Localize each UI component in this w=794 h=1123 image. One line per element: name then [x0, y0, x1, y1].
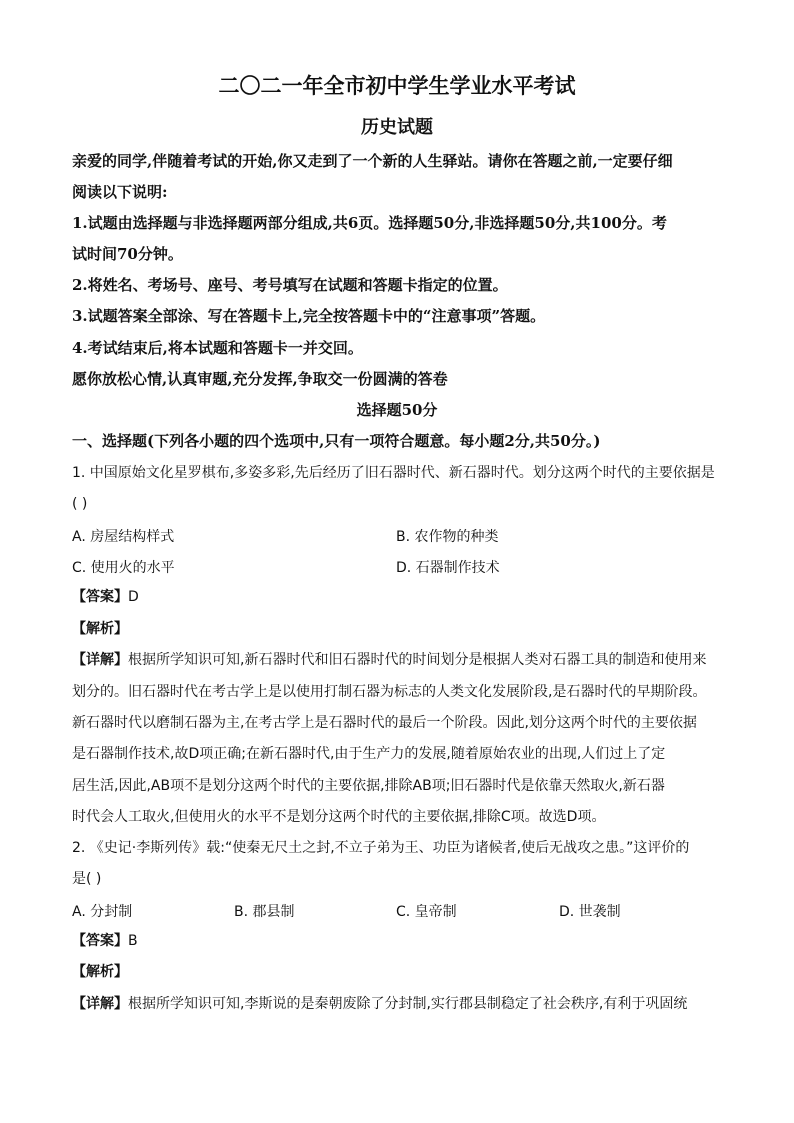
q2-answer	[72, 932, 734, 950]
q1-option-b: B. 农作物的种类	[396, 529, 499, 545]
q1-detail-line-2: 划分的。旧石器时代在考古学上是以使用打制石器为标志的人类文化发展阶段,是石器时代的早期阶段。	[72, 684, 707, 700]
intro-line-2: 阅读以下说明:	[72, 183, 168, 201]
intro-line-8: 愿你放松心情,认真审题,充分发挥,争取交一份圆满的答卷	[72, 370, 448, 388]
analysis-tag: 【解析】	[72, 964, 128, 980]
q1-option-c: C. 使用火的水平	[72, 560, 175, 576]
detail-tag: 【详解】	[72, 996, 128, 1012]
q1-stem-line-2: ( )	[72, 496, 88, 512]
answer-tag: 【答案】	[72, 933, 128, 949]
intro-line-3: 1.试题由选择题与非选择题两部分组成,共6页。选择题50分,非选择题50分,共100分。考	[72, 214, 667, 232]
exam-subtitle: 历史试题	[361, 117, 433, 138]
q2-option-b: B. 郡县制	[234, 904, 295, 920]
q2-option-a: A. 分封制	[72, 904, 133, 920]
intro-line-7: 4.考试结束后,将本试题和答题卡一并交回。	[72, 339, 363, 357]
answer-value: D	[128, 589, 139, 605]
q1-detail-line-5: 居生活,因此,AB项不是划分这两个时代的主要依据,排除AB项;旧石器时代是依靠天然取火,新石器	[72, 778, 665, 794]
section-heading: 选择题50分	[356, 401, 438, 419]
q1-detail-line-3: 新石器时代以磨制石器为主,在考古学上是石器时代的最后一个阶段。因此,划分这两个时代的主要依据	[72, 715, 697, 731]
q1-detail-line-1	[72, 651, 734, 669]
q1-detail-line-6: 时代会人工取火,但使用火的水平不是划分这两个时代的主要依据,排除C项。故选D项。	[72, 809, 606, 825]
q1-option-d: D. 石器制作技术	[396, 560, 500, 576]
q2-detail-line-1	[72, 995, 734, 1013]
q2-stem-line-2: 是( )	[72, 871, 102, 887]
q1-analysis	[72, 620, 734, 638]
intro-line-1: 亲爱的同学,伴随着考试的开始,你又走到了一个新的人生驿站。请你在答题之前,一定要仔细	[72, 152, 673, 170]
q1-option-a: A. 房屋结构样式	[72, 529, 175, 545]
q1-detail-line-4: 是石器制作技术,故D项正确;在新石器时代,由于生产力的发展,随着原始农业的出现,人们过上了定	[72, 746, 666, 762]
q2-option-c: C. 皇帝制	[396, 904, 457, 920]
intro-line-4: 试时间70分钟。	[72, 245, 183, 263]
detail-text: 根据所学知识可知,李斯说的是秦朝废除了分封制,实行郡县制稳定了社会秩序,有利于巩固统	[128, 996, 688, 1012]
q2-stem-line-1: 2. 《史记·李斯列传》载:“使秦无尺土之封,不立子弟为王、功臣为诸候者,使后无战攻之患。”这评价的	[72, 840, 690, 856]
intro-line-6: 3.试题答案全部涂、写在答题卡上,完全按答题卡中的“注意事项”答题。	[72, 307, 546, 325]
answer-value: B	[128, 933, 138, 949]
answer-tag: 【答案】	[72, 589, 128, 605]
detail-tag: 【详解】	[72, 652, 128, 668]
exam-title: 二〇二一年全市初中学生学业水平考试	[218, 73, 576, 98]
analysis-tag: 【解析】	[72, 621, 128, 637]
q2-analysis	[72, 963, 734, 981]
q1-answer	[72, 588, 734, 606]
section-instruction: 一、选择题(下列各小题的四个选项中,只有一项符合题意。每小题2分,共50分。)	[72, 432, 601, 450]
q1-stem-line-1: 1. 中国原始文化星罗棋布,多姿多彩,先后经历了旧石器时代、新石器时代。划分这两个时代的主要依据是	[72, 465, 715, 481]
detail-text: 根据所学知识可知,新石器时代和旧石器时代的时间划分是根据人类对石器工具的制造和使用来	[128, 652, 707, 668]
q2-option-d: D. 世袭制	[559, 904, 621, 920]
intro-line-5: 2.将姓名、考场号、座号、考号填写在试题和答题卡指定的位置。	[72, 276, 508, 294]
